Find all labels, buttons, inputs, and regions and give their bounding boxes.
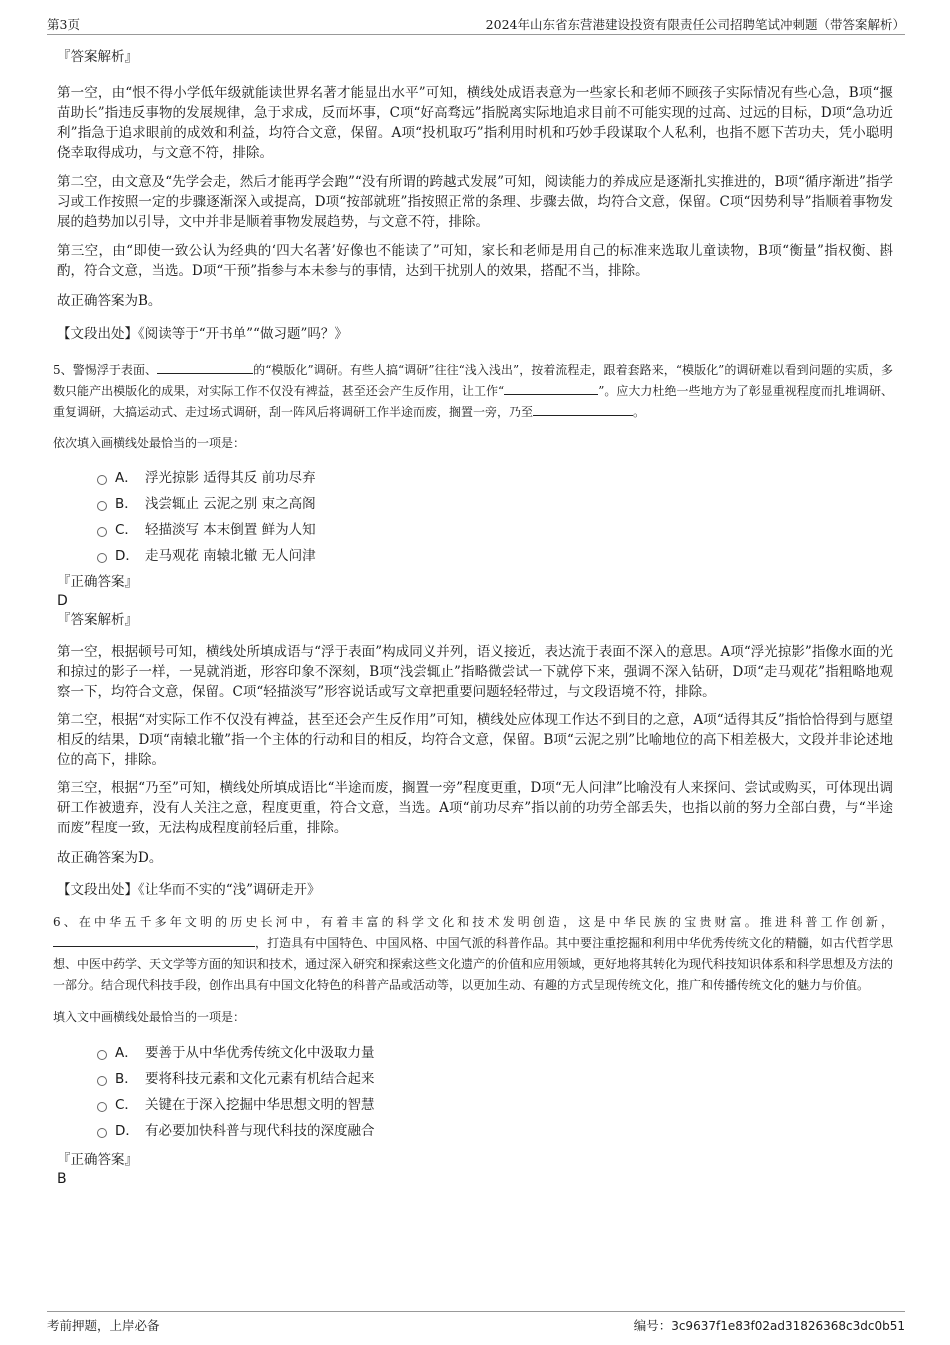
q4-analysis-heading: 『答案解析』 — [57, 49, 138, 65]
q4-analysis-paragraph: 第二空，由文意及“先学会走，然后才能再学会跑”“没有所谓的跨越式发展”可知，阅读能力的养成应是逐渐扎实推进的，B项“循序渐进”指学习或工作按照一定的步骤逐渐深入或提高，D项“按部就班”指按照正常的条理、步骤去做，均符合文意，保留。C项“因势利导”指顺着事物发展的趋势加以引导，文中并非是顺着事物发展趋势，与文意不符，排除。 — [57, 174, 893, 230]
q4-analysis-paragraph: 第一空，由“恨不得小学低年级就能读世界名著才能显出水平”可知，横线处成语表意为一些家长和老师不顾孩子实际情况有些心急，B项“揠苗助长”指违反事物的发展规律，急于求成，反而坏事，C项“好高骛远”指脱离实际地追求目前不可能实现的过高、过远的目标，D项“急功近利”指急于追求眼前的成效和利益，均符合文意，保留。A项“投机取巧”指利用时机和巧妙手段谋取个人私利，也指不愿下苦功夫，凭小聪明侥幸取得成功，与文意不符，排除。 — [57, 85, 893, 161]
q5-analysis-paragraph: 第一空，根据顿号可知，横线处所填成语与“浮于表面”构成同义并列，语义接近，表达流于表面不深入的意思。A项“浮光掠影”指像水面的光和掠过的影子一样，一晃就消逝，形容印象不深刻，B项“浅尝辄止”指略微尝试一下就停下来，强调不深入钻研，D项“走马观花”指粗略地观察一下，均符合文意，保留。C项“轻描淡写”形容说话或写文章把重要问题轻轻带过，与文段语境不符，排除。 — [57, 644, 893, 700]
q5-option-b[interactable]: B． 浅尝辄止 云泥之别 束之高阁 — [57, 491, 893, 517]
q5-answer-heading: 『正确答案』 — [57, 574, 138, 590]
q6-option-a[interactable]: A． 要善于从中华优秀传统文化中汲取力量 — [57, 1040, 893, 1066]
q5-conclusion: 故正确答案为D。 — [57, 850, 163, 866]
q5-blank-3 — [533, 403, 633, 416]
q6-prompt: 填入文中画横线处最恰当的一项是： — [53, 1010, 246, 1024]
page-header — [47, 14, 905, 35]
q4-conclusion: 故正确答案为B。 — [57, 293, 162, 309]
q4-analysis-paragraph: 第三空，由“即使一致公认为经典的‘四大名著’好像也不能读了”可知，家长和老师是用自己的标准来选取儿童读物，B项“衡量”指权衡、斟酌，符合文意，当选。D项“干预”指参与本未参与的事情，达到干扰别人的效果，搭配不当，排除。 — [57, 243, 893, 279]
q5-stem: 5、警惕浮于表面、 的“模版化”调研。有些人搞“调研”往往“浅入浅出”，按着流程走，跟着套路来，“模版化”的调研难以看到问题的实质，多数只能产出模版化的成果，对实际工作不仅没有裨益，甚至还会产生反作用，让工作“ ”。应大力杜绝一些地方为了彰显重视程度而扎堆调研、重复调研，大搞运动式、走过场式调研，刮一阵风后将调研工作半途而废，搁置一旁，乃至 。 — [53, 363, 894, 419]
radio-icon[interactable] — [97, 475, 107, 485]
q5-analysis-paragraph: 第二空，根据“对实际工作不仅没有裨益，甚至还会产生反作用”可知，横线处应体现工作达不到目的之意，A项“适得其反”指恰恰得到与愿望相反的结果，D项“南辕北辙”指一个主体的行动和目的相反，均符合文意，保留。B项“云泥之别”比喻地位的高下相差极大，文段并非论述地位的高下，排除。 — [57, 712, 893, 768]
document-title: 2024年山东省东营港建设投资有限责任公司招聘笔试冲刺题（带答案解析） — [485, 17, 905, 32]
q5-prompt: 依次填入画横线处最恰当的一项是： — [53, 436, 246, 450]
q5-option-c[interactable]: C． 轻描淡写 本末倒置 鲜为人知 — [57, 517, 893, 543]
page-footer — [47, 1311, 905, 1334]
q5-blank-2 — [504, 382, 598, 395]
radio-icon[interactable] — [97, 1076, 107, 1086]
q6-option-c[interactable]: C． 关键在于深入挖掘中华思想文明的智慧 — [57, 1092, 893, 1118]
main-content — [53, 45, 894, 1188]
q6-option-d[interactable]: D． 有必要加快科普与现代科技的深度融合 — [57, 1118, 893, 1144]
radio-icon[interactable] — [97, 1102, 107, 1112]
radio-icon[interactable] — [97, 1128, 107, 1138]
q5-answer: D — [57, 593, 68, 609]
footer-slogan: 考前押题，上岸必备 — [47, 1318, 160, 1333]
page-number: 第3页 — [47, 17, 80, 32]
q5-blank-1 — [157, 361, 253, 374]
q6-answer: B — [57, 1171, 67, 1187]
q5-analysis-heading: 『答案解析』 — [57, 612, 138, 628]
q5-option-a[interactable]: A． 浮光掠影 适得其反 前功尽弃 — [57, 465, 893, 491]
q5-source: 【文段出处】《让华而不实的“浅”调研走开》 — [57, 882, 321, 898]
q5-option-d[interactable]: D． 走马观花 南辕北辙 无人问津 — [57, 543, 893, 569]
q6-answer-heading: 『正确答案』 — [57, 1152, 138, 1168]
q6-options — [57, 1040, 893, 1144]
q5-analysis-paragraph: 第三空，根据“乃至”可知，横线处所填成语比“半途而废，搁置一旁”程度更重，D项“无人问津”比喻没有人来探问、尝试或购买，可体现出调研工作被遗弃，没有人关注之意，程度更重，符合文意，当选。A项“前功尽弃”指以前的功劳全部丢失，也指以前的努力全部白费，与“半途而废”程度一致，无法构成程度前轻后重，排除。 — [57, 780, 893, 836]
q6-option-b[interactable]: B． 要将科技元素和文化元素有机结合起来 — [57, 1066, 893, 1092]
q6-stem: 6、在中华五千多年文明的历史长河中，有着丰富的科学文化和技术发明创造，这是中华民族的宝贵财富。推进科普工作创新，，打造具有中国特色、中国风格、中国气派的科普作品。其中要注重挖掘和利用中华优秀传统文化的精髓，如古代哲学思想、中医中药学、天文学等方面的知识和技术，通过深入研究和探索这些文化遗产的价值和应用领域，更好地将其转化为现代科技知识体系和科学思想及方法的一部分。结合现代科技手段，创作出具有中国文化特色的科普产品或活动等，以更加生动、有趣的方式呈现传统文化，推广和传播传统文化的魅力与价值。 — [53, 915, 894, 992]
q5-options — [57, 465, 893, 569]
radio-icon[interactable] — [97, 1050, 107, 1060]
radio-icon[interactable] — [97, 527, 107, 537]
radio-icon[interactable] — [97, 501, 107, 511]
q6-blank — [53, 934, 255, 947]
radio-icon[interactable] — [97, 553, 107, 563]
q4-source: 【文段出处】《阅读等于“开书单”“做习题”吗？》 — [57, 326, 348, 342]
document-code: 编号：3c9637f1e83f02ad31826368c3dc0b51 — [633, 1318, 905, 1333]
